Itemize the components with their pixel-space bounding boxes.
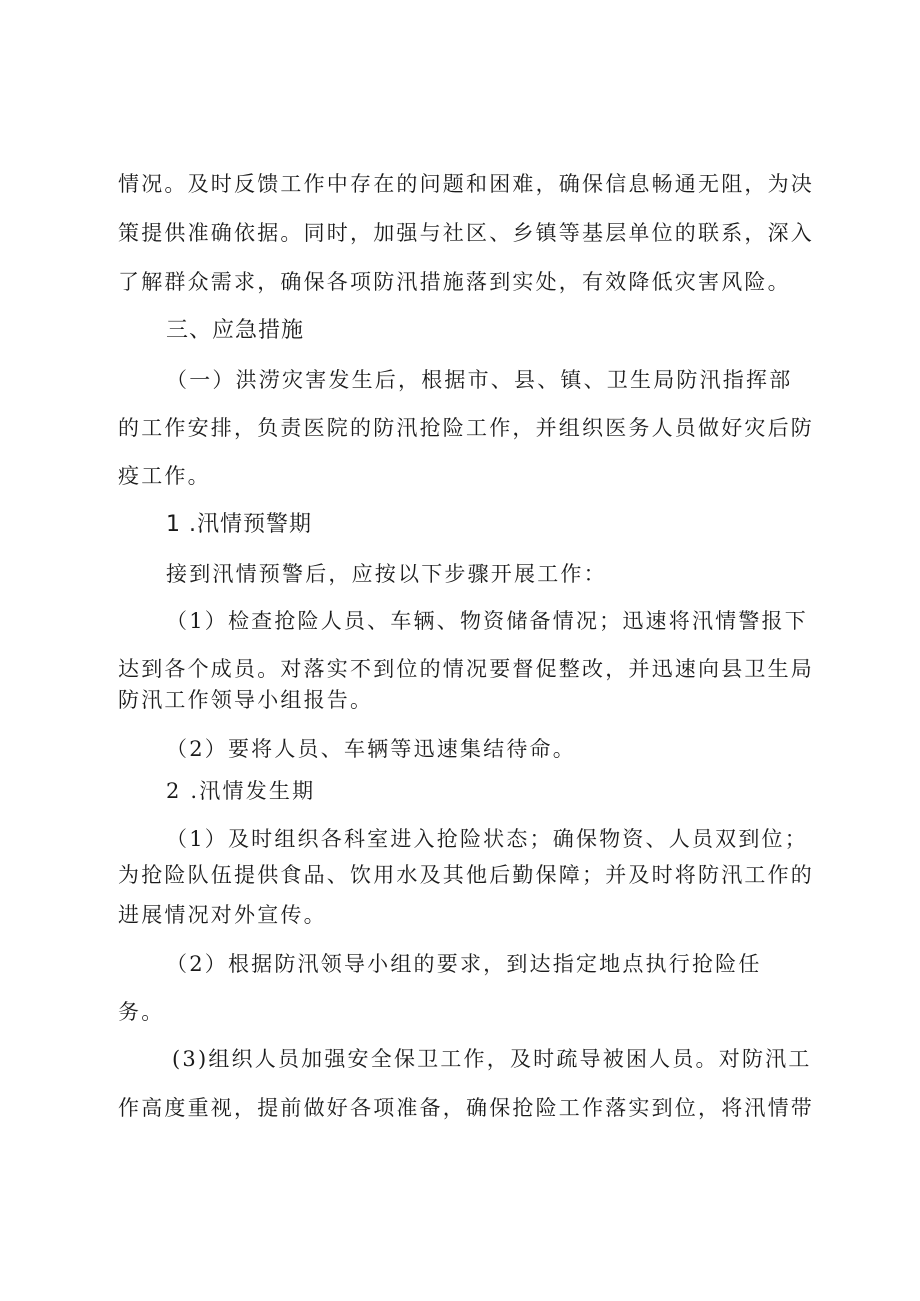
paragraph-line: 为抢险队伍提供食品、饮用水及其他后勤保障；并及时将防汛工作的	[118, 863, 814, 887]
paragraph-line: (3)组织人员加强安全保卫工作，及时疏导被困人员。对防汛工	[172, 1047, 812, 1071]
paragraph-line: （2）根据防汛领导小组的要求，到达指定地点执行抢险任	[166, 952, 762, 976]
paragraph-line: 策提供准确依据。同时，加强与社区、乡镇等基层单位的联系，深入	[118, 221, 814, 245]
paragraph-line: 疫工作。	[118, 464, 211, 488]
subsection-heading: 2 .汛情发生期	[166, 779, 316, 803]
paragraph-line: 的工作安排，负责医院的防汛抢险工作，并组织医务人员做好灾后防	[118, 416, 814, 440]
paragraph-line: （一）洪涝灾害发生后，根据市、县、镇、卫生局防汛指挥部	[166, 368, 793, 392]
subsection-heading: 1 .汛情预警期	[166, 512, 312, 537]
paragraph-line: （1）检查抢险人员、车辆、物资储备情况；迅速将汛情警报下	[166, 609, 808, 633]
paragraph-line: 情况。及时反馈工作中存在的问题和困难，确保信息畅通无阻，为决	[118, 172, 814, 196]
paragraph-line: 达到各个成员。对落实不到位的情况要督促整改，并迅速向县卫生局	[118, 657, 814, 681]
paragraph-line: 了解群众需求，确保各项防汛措施落到实处，有效降低灾害风险。	[118, 270, 791, 294]
section-heading: 三、应急措施	[166, 318, 305, 343]
paragraph-line: （2）要将人员、车辆等迅速集结待命。	[166, 737, 576, 761]
paragraph-line: 作高度重视，提前做好各项准备，确保抢险工作落实到位，将汛情带	[118, 1096, 814, 1120]
paragraph-line: 接到汛情预警后，应按以下步骤开展工作：	[166, 562, 607, 586]
paragraph-line: 进展情况对外宣传。	[118, 903, 327, 927]
paragraph-line: （1）及时组织各科室进入抢险状态；确保物资、人员双到位；	[166, 827, 808, 851]
paragraph-line: 防汛工作领导小组报告。	[118, 688, 374, 712]
paragraph-line: 务。	[118, 1000, 165, 1024]
